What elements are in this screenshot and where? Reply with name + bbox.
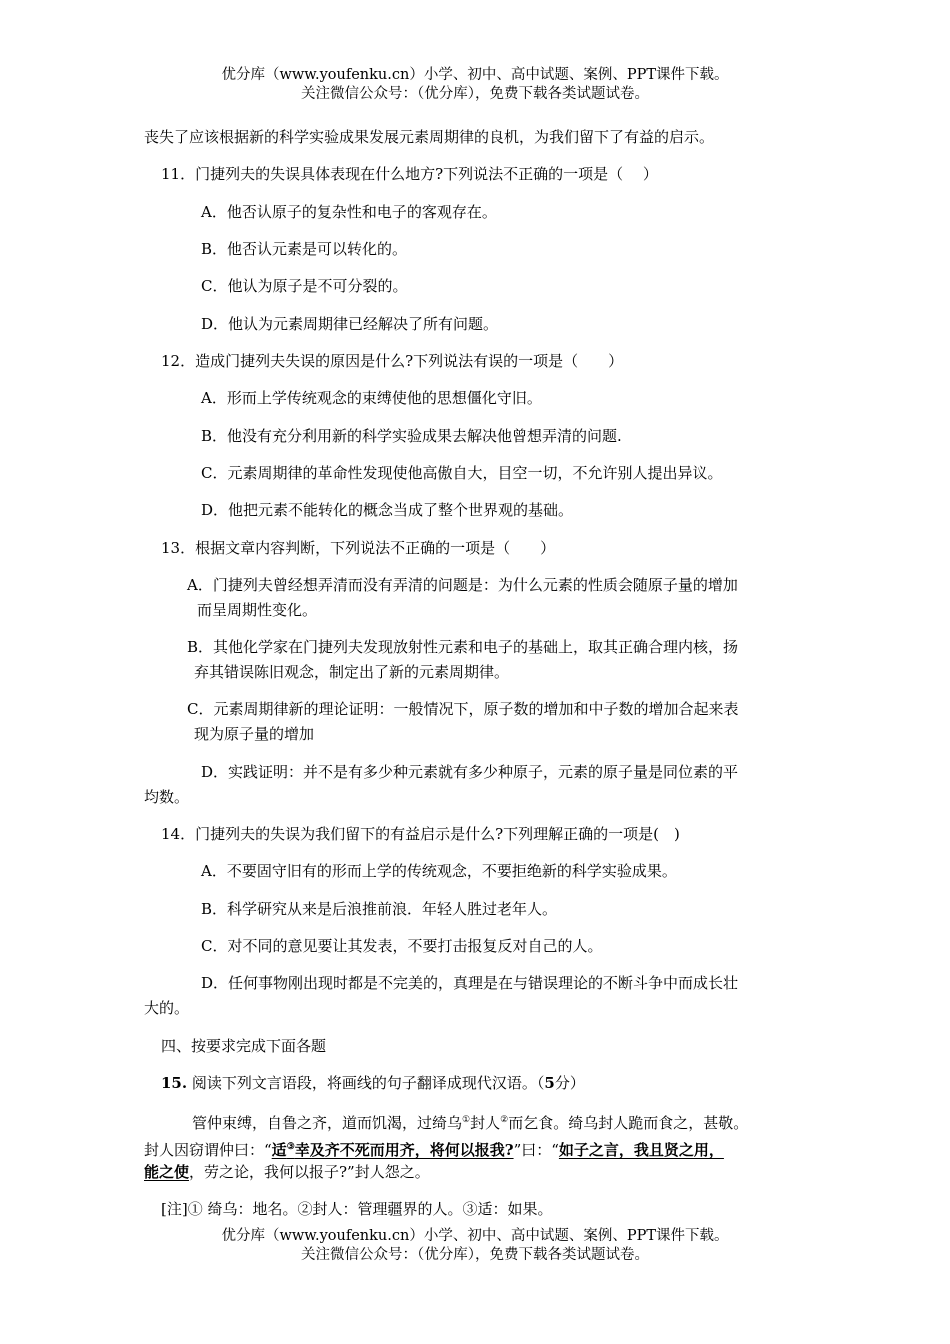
passage-text: ，劳之论，我何以报子?”封人怨之。	[189, 1163, 430, 1181]
q11-stem: 11．门捷列夫的失误具体表现在什么地方?下列说法不正确的一项是（ ）	[161, 165, 658, 183]
passage-text: 封人	[470, 1114, 501, 1132]
q12-option-d: D．他把元素不能转化的概念当成了整个世界观的基础。	[201, 501, 574, 519]
footer-line-2: 关注微信公众号：（优分库），免费下载各类试题试卷。	[301, 1247, 649, 1263]
q12-option-c: C．元素周期律的革命性发现使他高傲自大，目空一切，不允许别人提出异议。	[201, 464, 723, 482]
underlined-sentence-2: 如子之言，我且贤之用，	[558, 1141, 724, 1159]
footnote-marker-2: ②	[500, 1115, 509, 1125]
q11-option-d: D．他认为元素周期律已经解决了所有问题。	[201, 315, 499, 333]
q14-option-d-line1: D．任何事物刚出现时都是不完美的，真理是在与错误理论的不断斗争中而成长壮	[201, 974, 739, 992]
passage-line-3	[144, 1161, 430, 1183]
q12-option-b: B．他没有充分利用新的科学实验成果去解决他曾想弄清的问题.	[201, 427, 622, 445]
q13-option-a-line2: 而呈周期性变化。	[197, 601, 318, 619]
q11-option-c: C．他认为原子是不可分裂的。	[201, 277, 408, 295]
underlined-text: 幸及齐不死而用齐，将何以报我?	[294, 1141, 514, 1159]
passage-text: 管仲束缚，自鲁之齐，道而饥渴，过绮乌	[192, 1114, 463, 1132]
underlined-sentence-1	[272, 1141, 514, 1159]
header-line-1: 优分库（www.youfenku.cn）小学、初中、高中试题、案例、PPT课件下载。	[221, 67, 729, 83]
q15-stem	[161, 1072, 585, 1094]
q13-option-d-line1: D．实践证明：并不是有多少种元素就有多少种原子，元素的原子量是同位素的平	[201, 763, 739, 781]
header-line-2: 关注微信公众号：（优分库），免费下载各类试题试卷。	[301, 86, 649, 102]
passage-line-1	[192, 1109, 748, 1134]
q13-option-c-line1: C．元素周期律新的理论证明：一般情况下，原子数的增加和中子数的增加合起来表	[187, 700, 739, 718]
q12-stem: 12．造成门捷列夫失误的原因是什么?下列说法有误的一项是（ ）	[161, 352, 624, 370]
q15-note: [注]① 绮乌：地名。②封人：管理疆界的人。③适：如果。	[161, 1200, 553, 1218]
q14-option-b: B．科学研究从来是后浪推前浪．年轻人胜过老年人。	[201, 900, 558, 918]
q14-stem: 14．门捷列夫的失误为我们留下的有益启示是什么?下列理解正确的一项是( )	[161, 825, 680, 843]
q14-option-d-line2: 大的。	[144, 999, 190, 1017]
q12-option-a: A．形而上学传统观念的束缚使他的思想僵化守旧。	[201, 389, 542, 407]
passage-line-2	[144, 1136, 724, 1161]
q11-option-b: B．他否认元素是可以转化的。	[201, 240, 408, 258]
q13-stem: 13．根据文章内容判断，下列说法不正确的一项是（ ）	[161, 539, 556, 557]
q14-option-c: C．对不同的意见要让其发表，不要打击报复反对自己的人。	[201, 937, 603, 955]
passage-text: ”曰：“	[513, 1141, 559, 1159]
underlined-text: 适	[271, 1141, 287, 1159]
q13-option-a-line1: A．门捷列夫曾经想弄清而没有弄清的问题是：为什么元素的性质会随原子量的增加	[187, 576, 738, 594]
q13-option-b-line2: 弃其错误陈旧观念，制定出了新的元素周期律。	[194, 663, 510, 681]
q14-option-a: A．不要固守旧有的形而上学的传统观念，不要拒绝新的科学实验成果。	[201, 862, 677, 880]
underlined-sentence-2-end: 能之使	[144, 1163, 190, 1181]
footnote-marker-1: ①	[462, 1115, 471, 1125]
passage-text: 而乞食。绮乌封人跪而食之，甚敬。	[508, 1114, 749, 1132]
intro-text: 丧失了应该根据新的科学实验成果发展元素周期律的良机，为我们留下了有益的启示。	[144, 128, 715, 146]
passage-text: 封人因窃谓仲曰：“	[144, 1141, 272, 1159]
page-footer	[0, 1227, 950, 1265]
footnote-marker-3: ③	[286, 1142, 295, 1152]
page-header	[0, 66, 950, 104]
q15-number: 15.	[161, 1074, 188, 1092]
q11-option-a: A．他否认原子的复杂性和电子的客观存在。	[201, 203, 497, 221]
q15-stem-text: 阅读下列文言语段，将画线的句子翻译成现代汉语。（	[187, 1074, 545, 1092]
q13-option-b-line1: B．其他化学家在门捷列夫发现放射性元素和电子的基础上，取其正确合理内核，扬	[187, 638, 739, 656]
q15-score: 5	[544, 1074, 555, 1092]
section-four-heading: 四、按要求完成下面各题	[161, 1037, 327, 1055]
q13-option-d-line2: 均数。	[144, 788, 190, 806]
q13-option-c-line2: 现为原子量的增加	[194, 725, 315, 743]
footer-line-1: 优分库（www.youfenku.cn）小学、初中、高中试题、案例、PPT课件下载。	[221, 1228, 729, 1244]
q15-stem-end: 分）	[554, 1074, 585, 1092]
